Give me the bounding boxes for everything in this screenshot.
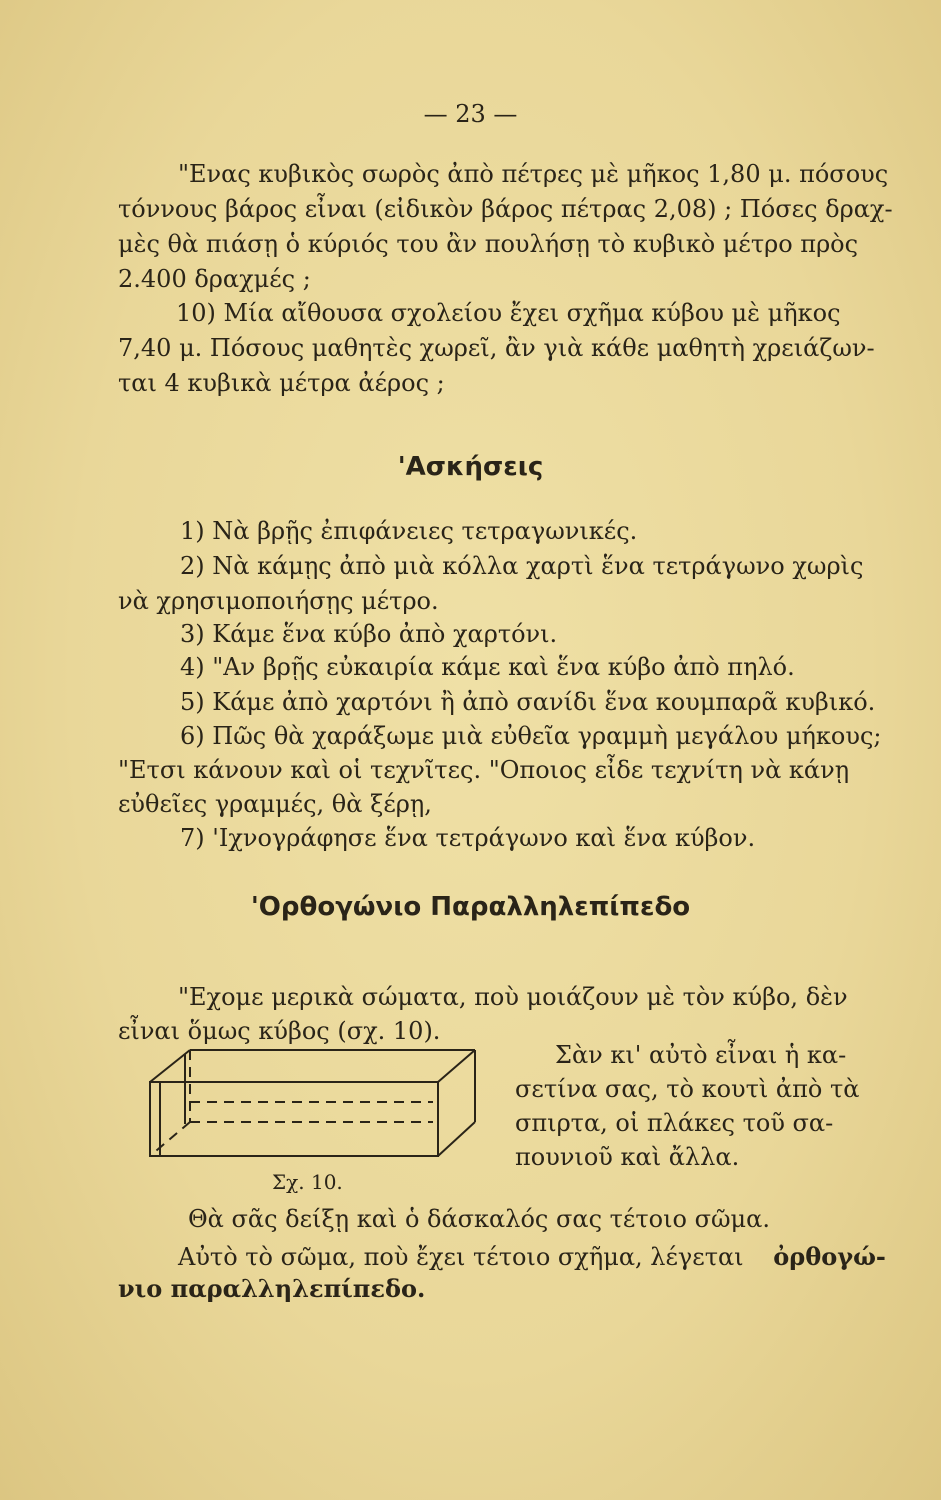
- side-text-line-3: σπιρτα, οἱ πλάκες τοῦ σα-: [515, 1109, 834, 1137]
- exercise-2-cont: νὰ χρησιμοποιήσῃς μέτρο.: [118, 587, 439, 615]
- para1-line-2: εἶναι ὅμως κύβος (σχ. 10).: [118, 1017, 441, 1045]
- exercise-1: 1) Νὰ βρῇς ἐπιφάνειες τετραγωνικές.: [180, 517, 638, 545]
- edge-top-right: [438, 1050, 475, 1082]
- heading-rectangular-parallelepiped: 'Ορθογώνιο Παραλληλεπίπεδο: [250, 892, 691, 922]
- para1-line-1: "Εχομε μερικὰ σώματα, ποὺ μοιάζουν μὲ τὸν κύβο, δὲν: [178, 983, 848, 1011]
- problem10-line-1: 10) Μία αἴθουσα σχολείου ἔχει σχῆμα κύβου μὲ μῆκος: [176, 299, 841, 327]
- parallelepiped-drawing: [145, 1040, 485, 1170]
- side-text-line-4: πουνιοῦ καὶ ἄλλα.: [515, 1143, 740, 1171]
- exercise-4: 4) "Αν βρῇς εὐκαιρία κάμε καὶ ἕνα κύβο ἀπὸ πηλό.: [180, 653, 795, 681]
- para3-start: Αὐτὸ τὸ σῶμα, ποὺ ἔχει τέτοιο σχῆμα, λέγεται: [178, 1243, 744, 1271]
- exercise-6: 6) Πῶς θὰ χαράξωμε μιὰ εὐθεῖα γραμμὴ μεγάλου μήκους;: [180, 722, 882, 750]
- problem10-line-3: ται 4 κυβικὰ μέτρα ἀέρος ;: [118, 369, 445, 397]
- para2: Θὰ σᾶς δείξῃ καὶ ὁ δάσκαλός σας τέτοιο σῶμα.: [188, 1205, 770, 1233]
- exercise-6-cont-2: εὐθεῖες γραμμές, θὰ ξέρῃ,: [118, 790, 432, 818]
- edge-right-bottom: [438, 1122, 475, 1156]
- exercise-6-cont-1: "Ετσι κάνουν καὶ οἱ τεχνῖτες. "Οποιος εἶδε τεχνίτη νὰ κάνῃ: [118, 756, 850, 784]
- exercise-7: 7) 'Ιχνογράφησε ἕνα τετράγωνο καὶ ἕνα κύβον.: [180, 824, 756, 852]
- exercise-3: 3) Κάμε ἕνα κύβο ἀπὸ χαρτόνι.: [180, 620, 558, 648]
- intro-line-1: "Ενας κυβικὸς σωρὸς ἀπὸ πέτρες μὲ μῆκος 1,80 μ. πόσους: [178, 160, 889, 188]
- exercise-2: 2) Νὰ κάμῃς ἀπὸ μιὰ κόλλα χαρτὶ ἕνα τετράγωνο χωρὶς: [180, 552, 864, 580]
- front-face: [150, 1082, 438, 1156]
- intro-line-3: μὲς θὰ πιάσῃ ὁ κύριός του ἂν πουλήσῃ τὸ κυβικὸ μέτρο πρὸς: [118, 230, 859, 258]
- page-number: — 23 —: [423, 100, 518, 128]
- hidden-edge-diagonal: [150, 1122, 190, 1156]
- intro-line-4: 2.400 δραχμές ;: [118, 265, 311, 293]
- heading-exercises: 'Ασκήσεις: [397, 452, 544, 482]
- side-text-line-2: σετίνα σας, τὸ κουτὶ ἀπὸ τὰ: [515, 1075, 860, 1103]
- figure-caption: Σχ. 10.: [272, 1170, 343, 1194]
- para3-text: [178, 1240, 886, 1274]
- figure-10: [145, 1040, 485, 1174]
- para3-bold-term-2: νιο παραλληλεπίπεδο.: [118, 1274, 426, 1303]
- exercise-5: 5) Κάμε ἀπὸ χαρτόνι ἢ ἀπὸ σανίδι ἕνα κουμπαρᾶ κυβικό.: [180, 688, 876, 716]
- para3-bold-term-1: ὀρθογώ-: [773, 1242, 886, 1271]
- problem10-line-2: 7,40 μ. Πόσους μαθητὲς χωρεῖ, ἂν γιὰ κάθε μαθητὴ χρειάζων-: [118, 334, 875, 362]
- side-text-line-1: Σὰν κι' αὐτὸ εἶναι ἡ κα-: [555, 1041, 847, 1069]
- intro-line-2: τόννους βάρος εἶναι (εἰδικὸν βάρος πέτρας 2,08) ; Πόσες δραχ-: [118, 195, 893, 223]
